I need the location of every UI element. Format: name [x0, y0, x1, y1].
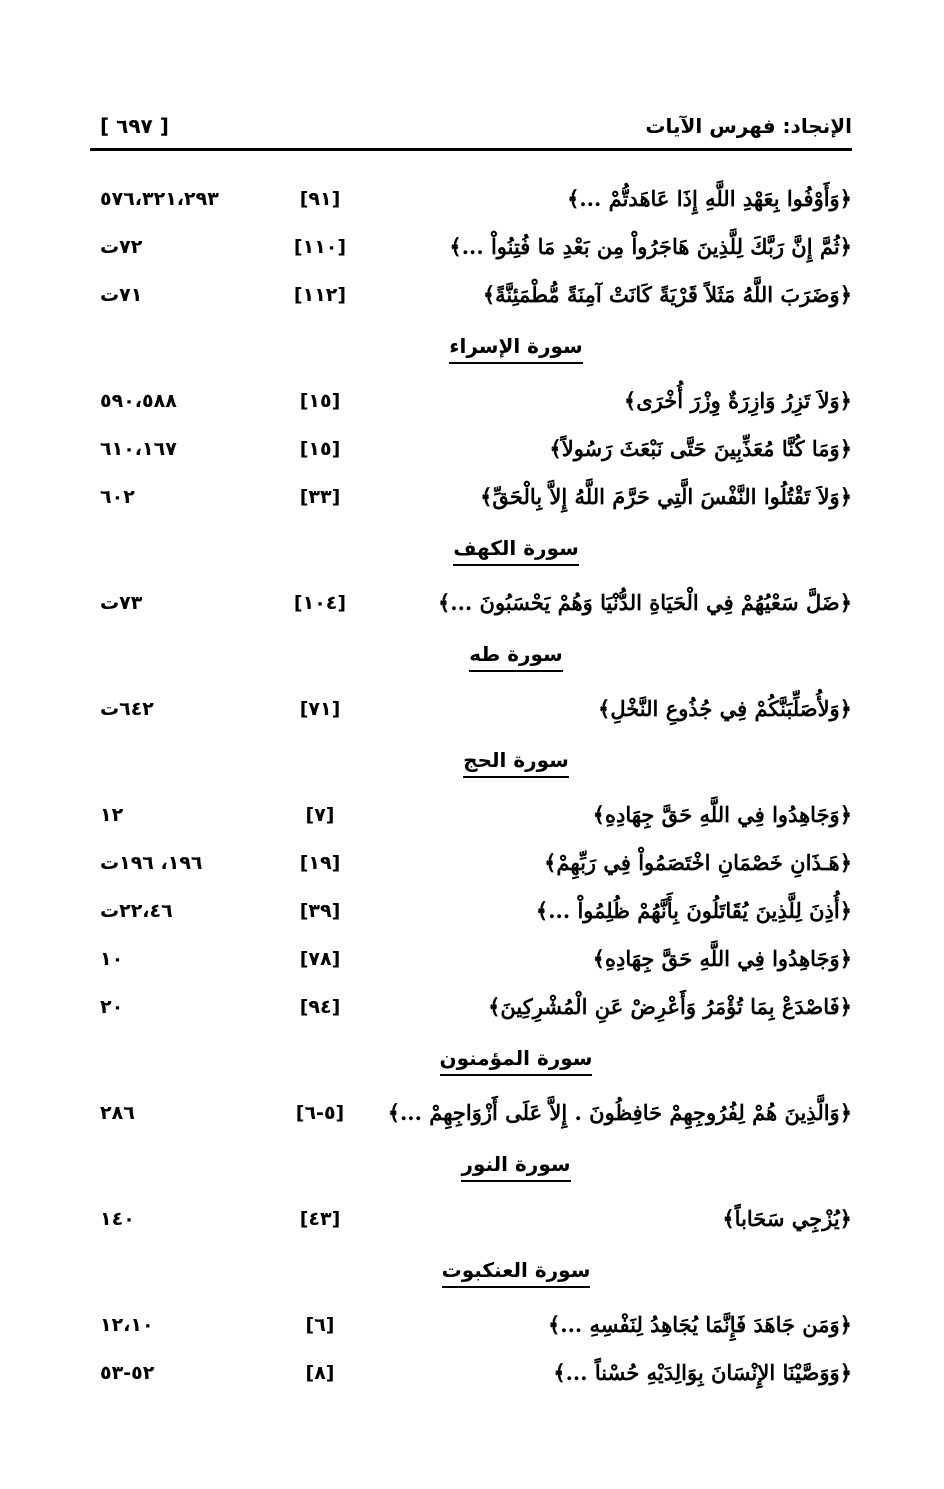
verse-number: [٧٨]	[299, 948, 341, 970]
verse-text: ﴿وَضَرَبَ اللَّهُ مَثَلاً قَرْيَةً كَانَتْ آمِنَةً مُّطْمَئِنَّةً﴾	[482, 282, 852, 307]
verse-number: [١٥]	[299, 438, 341, 460]
page-refs: ١٤٠	[100, 1208, 135, 1230]
page-refs: ١٢	[100, 804, 124, 826]
index-row	[90, 1200, 852, 1248]
page-header	[90, 112, 852, 146]
verse-number: [٣٣]	[299, 486, 341, 508]
index-row	[90, 1094, 852, 1142]
verse-number: [٨]	[305, 1362, 335, 1384]
verse-number: [٧١]	[299, 698, 341, 720]
index-row	[90, 796, 852, 844]
surah-heading	[90, 632, 852, 690]
index-row	[90, 584, 852, 632]
verse-text: ﴿وَجَاهِدُوا فِي اللَّهِ حَقَّ جِهَادِهِ﴾	[592, 946, 852, 971]
page-refs: ٢٨٦	[100, 1102, 135, 1124]
surah-title: سورة الكهف	[453, 536, 579, 566]
header-rule	[90, 148, 852, 151]
index-row	[90, 892, 852, 940]
index-row	[90, 382, 852, 430]
verse-number: [١٥]	[299, 390, 341, 412]
page-refs: ٦٤٢ت	[100, 698, 154, 720]
verse-text: ﴿فَاصْدَعْ بِمَا تُؤْمَرُ وَأَعْرِضْ عَنِ الْمُشْرِكِينَ﴾	[488, 994, 852, 1019]
page-refs: ٧٣ت	[100, 592, 143, 614]
index-row	[90, 988, 852, 1036]
index-row	[90, 844, 852, 892]
verse-text: ﴿وَوَصَّيْنَا الإِنْسَانَ بِوَالِدَيْهِ حُسْناً ...﴾	[553, 1360, 852, 1385]
verse-number: [١١٢]	[293, 284, 347, 306]
page-number: [ ٦٩٧ ]	[100, 114, 169, 138]
index-row	[90, 180, 852, 228]
verse-text: ﴿وَمَا كُنَّا مُعَذِّبِينَ حَتَّى نَبْعَثَ رَسُولاً﴾	[549, 436, 852, 461]
page-refs: ١٩٦، ١٩٦ت	[100, 852, 203, 874]
page-refs: ٥٢-٥٣	[100, 1362, 155, 1384]
verse-text: ﴿وَمَن جَاهَدَ فَإِنَّمَا يُجَاهِدُ لِنَفْسِهِ ...﴾	[547, 1312, 852, 1337]
surah-heading	[90, 526, 852, 584]
index-row	[90, 430, 852, 478]
surah-title: سورة العنكبوت	[442, 1258, 591, 1288]
index-row	[90, 276, 852, 324]
page-refs: ٦١٠،١٦٧	[100, 438, 177, 460]
verse-number: [٣٩]	[299, 900, 341, 922]
surah-heading	[90, 738, 852, 796]
index-row	[90, 690, 852, 738]
verse-text: ﴿ضَلَّ سَعْيُهُمْ فِي الْحَيَاةِ الدُّنْيَا وَهُمْ يَحْسَبُونَ ...﴾	[437, 590, 852, 615]
verse-number: [٦]	[305, 1314, 335, 1336]
index-row	[90, 228, 852, 276]
verse-text: ﴿وَالَّذِينَ هُمْ لِفُرُوجِهِمْ حَافِظُونَ . إِلاَّ عَلَى أَزْوَاجِهِمْ ...﴾	[387, 1100, 852, 1125]
verse-number: [١٠٤]	[293, 592, 347, 614]
verse-text: ﴿هَـذَانِ خَصْمَانِ اخْتَصَمُواْ فِي رَبِّهِمْ﴾	[544, 850, 852, 875]
page-refs: ٢٠	[100, 996, 124, 1018]
page-refs: ٧١ت	[100, 284, 143, 306]
verse-number: [١٩]	[299, 852, 341, 874]
verse-text: ﴿ثُمَّ إِنَّ رَبَّكَ لِلَّذِينَ هَاجَرُواْ مِن بَعْدِ مَا فُتِنُواْ ...﴾	[449, 234, 852, 259]
verse-number: [١١٠]	[293, 236, 347, 258]
verse-text: ﴿يُزْجِي سَحَاباً﴾	[722, 1206, 852, 1231]
surah-title: سورة طه	[469, 642, 562, 672]
running-title: الإنجاد: فهرس الآيات	[645, 114, 852, 138]
page-refs: ٥٧٦،٣٢١،٢٩٣	[100, 188, 219, 210]
verse-number: [٩٤]	[299, 996, 341, 1018]
page-refs: ٧٢ت	[100, 236, 143, 258]
verse-index	[90, 180, 852, 1402]
page-refs: ٥٩٠،٥٨٨	[100, 390, 177, 412]
surah-heading	[90, 324, 852, 382]
surah-title: سورة المؤمنون	[440, 1046, 593, 1076]
verse-text: ﴿وَلاَ تَزِرُ وَازِرَةٌ وِزْرَ أُخْرَى﴾	[623, 388, 852, 413]
verse-text: ﴿وَلاَ تَقْتُلُوا النَّفْسَ الَّتِي حَرَّمَ اللَّهُ إِلاَّ بِالْحَقِّ﴾	[480, 484, 852, 509]
surah-title: سورة الحج	[463, 748, 569, 778]
surah-title: سورة الإسراء	[449, 334, 582, 364]
page-refs: ١٠	[100, 948, 124, 970]
verse-number: [٧]	[305, 804, 335, 826]
surah-heading	[90, 1142, 852, 1200]
surah-heading	[90, 1248, 852, 1306]
verse-number: [٤٣]	[299, 1208, 341, 1230]
index-row	[90, 478, 852, 526]
surah-heading	[90, 1036, 852, 1094]
surah-title: سورة النور	[461, 1152, 570, 1182]
index-row	[90, 1354, 852, 1402]
page-refs: ٦٠٢	[100, 486, 135, 508]
verse-text: ﴿أُذِنَ لِلَّذِينَ يُقَاتَلُونَ بِأَنَّهُمْ ظُلِمُواْ ...﴾	[535, 898, 852, 923]
verse-text: ﴿وَأَوْفُوا بِعَهْدِ اللَّهِ إِذَا عَاهَدتُّمْ ...﴾	[567, 186, 852, 211]
page-refs: ١٢،١٠	[100, 1314, 154, 1336]
verse-number: [٥-٦]	[295, 1102, 345, 1124]
verse-number: [٩١]	[299, 188, 341, 210]
index-row	[90, 940, 852, 988]
verse-text: ﴿وَجَاهِدُوا فِي اللَّهِ حَقَّ جِهَادِهِ﴾	[592, 802, 852, 827]
index-row	[90, 1306, 852, 1354]
page-refs: ٢٢،٤٦ت	[100, 900, 173, 922]
verse-text: ﴿وَلأُصَلِّبَنَّكُمْ فِي جُذُوعِ النَّخْلِ﴾	[598, 696, 852, 721]
